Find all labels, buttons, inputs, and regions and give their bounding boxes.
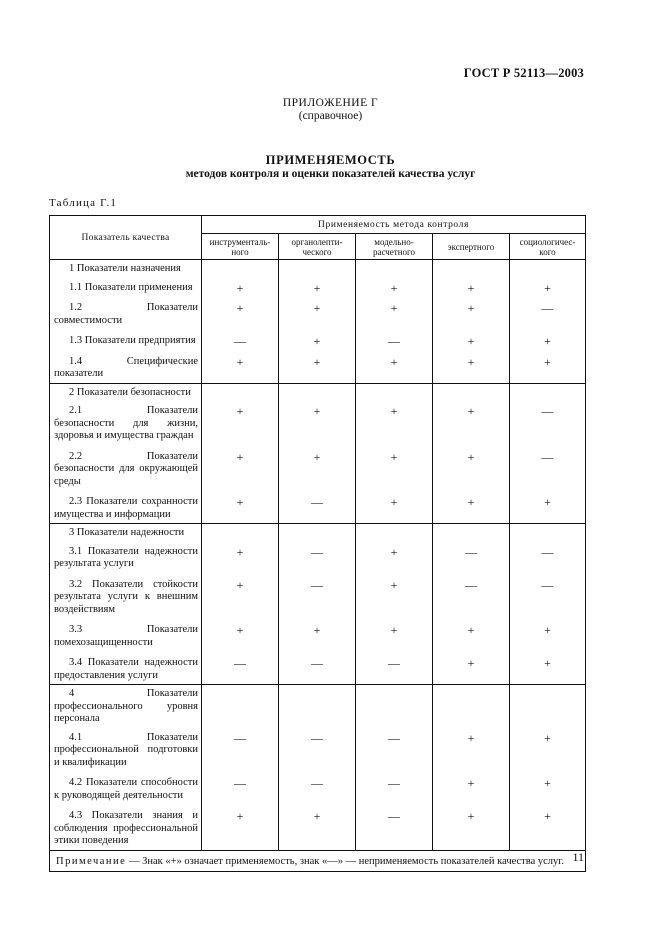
applicability-mark: — — [510, 401, 586, 447]
empty-cell — [279, 383, 356, 401]
indicator-label: 2.3 Показатели сохранности имущества и информации — [50, 492, 202, 524]
table-row — [50, 492, 586, 524]
method-label-line2: ческого — [302, 246, 332, 257]
empty-cell — [356, 524, 433, 542]
applicability-mark: + — [202, 575, 279, 621]
applicability-mark: + — [510, 352, 586, 384]
applicability-mark: + — [510, 653, 586, 685]
indicator-label: 4.1 Показатели профессиональной подготовки и квалификации — [50, 728, 202, 774]
indicator-label: 1.2 Показатели совместимости — [50, 298, 202, 331]
indicator-group-4 — [50, 685, 586, 851]
applicability-mark: + — [202, 620, 279, 653]
empty-cell — [433, 524, 510, 542]
method-label-line2: расчетного — [372, 246, 416, 257]
applicability-mark: + — [279, 620, 356, 653]
indicator-label: 4.2 Показатели способности к руководящей деятельности — [50, 773, 202, 806]
applicability-mark: + — [433, 492, 510, 524]
indicator-label: 1.1 Показатели применения — [50, 278, 202, 299]
empty-cell — [510, 524, 586, 542]
empty-cell — [202, 685, 279, 728]
header-method-group: Применяемость метода контроля — [202, 216, 586, 234]
empty-cell — [433, 383, 510, 401]
table-row — [50, 298, 586, 331]
applicability-mark: + — [433, 447, 510, 493]
note-prefix: Примечание — [56, 855, 127, 867]
header-method-1 — [202, 234, 279, 260]
group-heading-row — [50, 383, 586, 401]
applicability-mark: + — [279, 447, 356, 493]
applicability-mark: + — [433, 620, 510, 653]
applicability-mark: + — [433, 298, 510, 331]
indicator-label: 2.1 Показатели безопасности для жизни, здоровья и имущества граждан — [50, 401, 202, 447]
applicability-mark: + — [202, 401, 279, 447]
applicability-mark: — — [279, 653, 356, 685]
table-row — [50, 542, 586, 575]
appendix-title: ПРИЛОЖЕНИЕ Г — [282, 97, 379, 109]
empty-cell — [202, 260, 279, 278]
applicability-mark: — — [356, 653, 433, 685]
applicability-mark: + — [433, 278, 510, 299]
applicability-mark: + — [356, 492, 433, 524]
applicability-mark: — — [202, 331, 279, 352]
empty-cell — [279, 524, 356, 542]
empty-cell — [202, 383, 279, 401]
header-method-5 — [510, 234, 586, 260]
applicability-mark: + — [279, 278, 356, 299]
applicability-mark: + — [202, 352, 279, 384]
indicator-label: 1.4 Специфические показатели — [50, 352, 202, 384]
applicability-mark: — — [356, 773, 433, 806]
applicability-mark: + — [433, 653, 510, 685]
applicability-mark: + — [510, 728, 586, 774]
note-text: — Знак «+» означает применяемость, знак «—» — неприменяемость показателей качества услуг. — [126, 855, 565, 867]
table-row — [50, 331, 586, 352]
method-label-line1: экспертного — [447, 241, 495, 252]
applicability-mark: + — [356, 447, 433, 493]
group-heading-row — [50, 524, 586, 542]
applicability-mark: + — [433, 352, 510, 384]
applicability-mark: + — [202, 447, 279, 493]
group-heading-row — [50, 260, 586, 278]
applicability-mark: + — [510, 278, 586, 299]
applicability-mark: + — [356, 401, 433, 447]
appendix-subtitle: (справочное) — [298, 110, 363, 122]
empty-cell — [356, 383, 433, 401]
empty-cell — [279, 685, 356, 728]
indicator-label: 1.3 Показатели предприятия — [50, 331, 202, 352]
applicability-mark: + — [433, 728, 510, 774]
applicability-mark: — — [433, 575, 510, 621]
page-title: ПРИМЕНЯЕМОСТЬ — [265, 153, 396, 167]
applicability-mark: + — [510, 620, 586, 653]
applicability-mark: — — [202, 773, 279, 806]
page-number: 11 — [572, 850, 584, 864]
header-method-3 — [356, 234, 433, 260]
applicability-mark: + — [202, 542, 279, 575]
applicability-mark: — — [279, 575, 356, 621]
applicability-mark: + — [433, 331, 510, 352]
indicator-label: 2.2 Показатели безопасности для окружающей среды — [50, 447, 202, 493]
table-row — [50, 620, 586, 653]
method-label-line2: кого — [539, 246, 556, 257]
table-row — [50, 806, 586, 850]
table-row — [50, 728, 586, 774]
applicability-mark: + — [202, 492, 279, 524]
empty-cell — [279, 260, 356, 278]
applicability-mark: — — [356, 728, 433, 774]
applicability-mark: + — [510, 806, 586, 850]
table-header — [50, 216, 586, 260]
applicability-mark: + — [356, 298, 433, 331]
applicability-mark: — — [279, 728, 356, 774]
indicator-label: 3.2 Показатели стойкости результата услуги к внешним воздействиям — [50, 575, 202, 621]
applicability-mark: — — [510, 447, 586, 493]
indicator-label: 3.1 Показатели надежности результата услуги — [50, 542, 202, 575]
indicator-label: 4.3 Показатели знания и соблюдения профессиональной этики поведения — [50, 806, 202, 850]
group-heading-row — [50, 685, 586, 728]
empty-cell — [433, 685, 510, 728]
empty-cell — [433, 260, 510, 278]
method-label-line1: инструменталь- — [209, 236, 271, 247]
table-row — [50, 447, 586, 493]
method-label-line1: органолепти- — [291, 236, 343, 247]
empty-cell — [356, 260, 433, 278]
applicability-mark: + — [279, 298, 356, 331]
group-heading: 2 Показатели безопасности — [50, 383, 202, 401]
indicator-group-3 — [50, 524, 586, 685]
applicability-mark: + — [510, 331, 586, 352]
table-row — [50, 401, 586, 447]
applicability-mark: + — [279, 401, 356, 447]
applicability-mark: + — [356, 352, 433, 384]
empty-cell — [202, 524, 279, 542]
indicator-label: 3.4 Показатели надежности предоставления услуги — [50, 653, 202, 685]
method-label-line1: социологичес- — [519, 236, 576, 247]
applicability-mark: — — [510, 575, 586, 621]
applicability-mark: + — [433, 401, 510, 447]
group-heading: 1 Показатели назначения — [50, 260, 202, 278]
applicability-mark: + — [202, 806, 279, 850]
indicator-label: 3.3 Показатели помехозащищенности — [50, 620, 202, 653]
applicability-mark: + — [433, 773, 510, 806]
applicability-mark: — — [356, 806, 433, 850]
group-heading: 4 Показатели профессионального уровня персонала — [50, 685, 202, 728]
header-method-2 — [279, 234, 356, 260]
indicator-group-2 — [50, 383, 586, 524]
table-row — [50, 575, 586, 621]
applicability-mark: — — [356, 331, 433, 352]
applicability-mark: — — [279, 542, 356, 575]
table-label: Таблица Г.1 — [49, 197, 118, 209]
applicability-mark: — — [510, 542, 586, 575]
applicability-mark: + — [433, 806, 510, 850]
table-row — [50, 352, 586, 384]
applicability-table — [49, 215, 586, 872]
applicability-mark: + — [202, 298, 279, 331]
applicability-mark: + — [510, 773, 586, 806]
applicability-mark: + — [356, 620, 433, 653]
applicability-mark: — — [279, 773, 356, 806]
applicability-mark: + — [356, 542, 433, 575]
applicability-mark: — — [279, 492, 356, 524]
empty-cell — [510, 260, 586, 278]
applicability-mark: — — [433, 542, 510, 575]
table-row — [50, 653, 586, 685]
page-subtitle: методов контроля и оценки показателей качества услуг — [185, 168, 476, 180]
table-row — [50, 278, 586, 299]
method-label-line1: модельно- — [374, 236, 414, 247]
applicability-mark: + — [202, 278, 279, 299]
applicability-mark: + — [279, 806, 356, 850]
applicability-mark: + — [356, 278, 433, 299]
applicability-mark: + — [279, 352, 356, 384]
table-note — [50, 850, 586, 871]
applicability-mark: + — [279, 331, 356, 352]
applicability-mark: — — [202, 728, 279, 774]
empty-cell — [510, 383, 586, 401]
applicability-mark: — — [510, 298, 586, 331]
indicator-group-1 — [50, 260, 586, 384]
applicability-mark: + — [510, 492, 586, 524]
document-code: ГОСТ Р 52113—2003 — [463, 66, 584, 80]
method-label-line2: ного — [231, 246, 249, 257]
header-method-4 — [433, 234, 510, 260]
empty-cell — [356, 685, 433, 728]
empty-cell — [510, 685, 586, 728]
table-row — [50, 773, 586, 806]
applicability-mark: + — [356, 575, 433, 621]
group-heading: 3 Показатели надежности — [50, 524, 202, 542]
applicability-mark: — — [202, 653, 279, 685]
header-quality: Показатель качества — [50, 216, 202, 260]
